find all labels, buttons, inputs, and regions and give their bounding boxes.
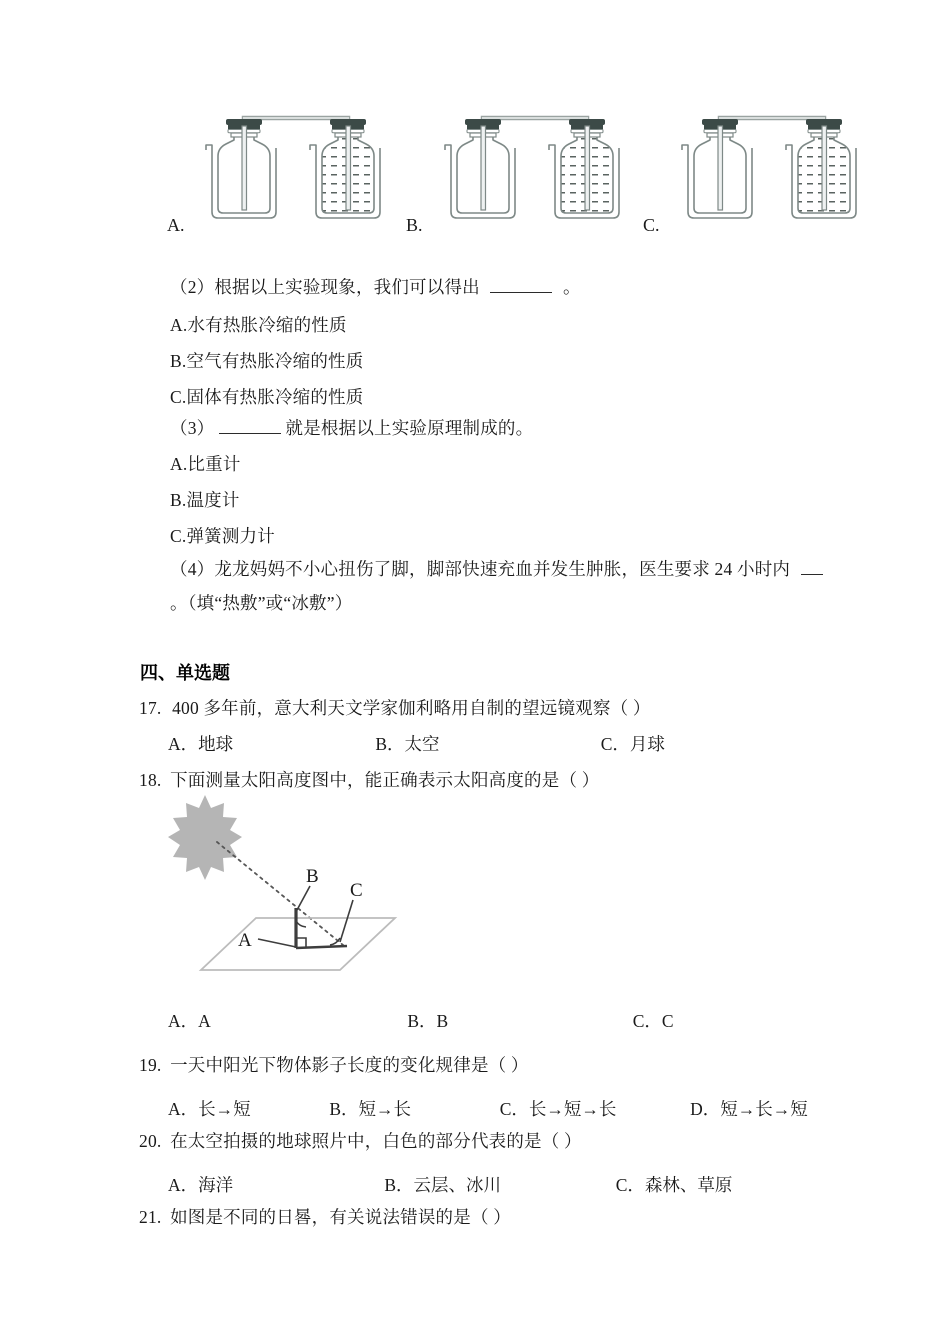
q20-options — [168, 1172, 732, 1197]
q21-stem — [139, 1209, 511, 1227]
diagram-label-a: A — [238, 930, 252, 951]
leader-line-b — [297, 886, 310, 910]
q18-stem — [139, 772, 599, 790]
q17-option-a[interactable]: A．地球 — [168, 734, 234, 754]
q16-part2-prompt — [170, 277, 581, 297]
apparatus-label-b: B. — [406, 215, 423, 235]
diagram-label-c: C — [350, 880, 363, 901]
q17-stem — [139, 700, 651, 718]
q16-part4-blank[interactable] — [801, 559, 823, 575]
q18-option-a[interactable]: A．A — [168, 1011, 211, 1031]
q16-part2-blank[interactable] — [490, 277, 552, 293]
q16-part2-period: 。 — [563, 277, 581, 297]
q16-part3-prompt — [170, 418, 533, 438]
q16-part3-option-a: A.比重计 — [170, 454, 241, 474]
q20-option-c[interactable]: C．森林、草原 — [615, 1175, 733, 1195]
q18-number: 18. — [139, 770, 162, 790]
q16-part2-prompt-text: （2）根据以上实验现象，我们可以得出 — [170, 277, 480, 297]
q17-option-c[interactable]: C．月球 — [600, 734, 665, 754]
apparatus-option-c — [682, 118, 856, 218]
q16-part3-blank[interactable] — [219, 418, 281, 434]
q17-number: 17. — [139, 698, 162, 718]
ground-plane-parallelogram — [201, 918, 395, 970]
apparatus-option-a — [206, 118, 380, 218]
q16-part3-option-c: C.弹簧测力计 — [170, 526, 275, 546]
q19-number: 19. — [139, 1055, 162, 1075]
q21-number: 21. — [139, 1207, 162, 1227]
apparatus-label-a: A. — [167, 215, 185, 235]
leader-line-c — [340, 900, 353, 942]
q18-option-b[interactable]: B．B — [407, 1011, 449, 1031]
shadow-line — [296, 946, 347, 948]
sun-starburst — [168, 795, 242, 880]
q19-options — [168, 1096, 808, 1121]
q21-stem-text: 如图是不同的日晷，有关说法错误的是（ ） — [170, 1207, 511, 1227]
q18-option-c[interactable]: C．C — [632, 1011, 674, 1031]
q20-option-a[interactable]: A．海洋 — [168, 1175, 234, 1195]
q19-option-b[interactable]: B．短→长 — [329, 1099, 412, 1119]
q16-part2-option-c: C.固体有热胀冷缩的性质 — [170, 387, 364, 407]
q17-stem-text: 400 多年前，意大利天文学家伽利略用自制的望远镜观察（ ） — [172, 698, 651, 718]
q17-options — [168, 731, 665, 756]
thermal-expansion-apparatus-figure — [0, 0, 950, 250]
q19-option-c[interactable]: C．长→短→长 — [499, 1099, 617, 1119]
q16-part4-line1 — [170, 559, 823, 579]
apparatus-option-b — [445, 118, 619, 218]
apparatus-label-c: C. — [643, 215, 660, 235]
q16-part4-line2: 。（填“热敷”或“冰敷”） — [170, 593, 353, 613]
q19-stem-text: 一天中阳光下物体影子长度的变化规律是（ ） — [170, 1055, 529, 1075]
q20-stem — [139, 1133, 582, 1151]
q18-options — [168, 1008, 674, 1033]
q19-stem — [139, 1057, 529, 1075]
dashed-sun-ray — [217, 842, 343, 945]
sun-altitude-diagram — [160, 790, 430, 995]
leader-line-a — [258, 939, 296, 947]
diagram-label-b: B — [306, 866, 319, 887]
q16-part3-option-b: B.温度计 — [170, 490, 240, 510]
q17-option-b[interactable]: B．太空 — [375, 734, 440, 754]
section-heading-four: 四、单选题 — [140, 663, 230, 683]
q19-option-d[interactable]: D．短→长→短 — [690, 1099, 808, 1119]
q16-part2-option-a: A.水有热胀冷缩的性质 — [170, 315, 347, 335]
q18-stem-text: 下面测量太阳高度图中，能正确表示太阳高度的是（ ） — [170, 770, 600, 790]
q20-stem-text: 在太空拍摄的地球照片中，白色的部分代表的是（ ） — [170, 1131, 582, 1151]
q16-part3-prefix: （3） — [170, 418, 215, 438]
q19-option-a[interactable]: A．长→短 — [168, 1099, 251, 1119]
q20-number: 20. — [139, 1131, 162, 1151]
q20-option-b[interactable]: B．云层、冰川 — [384, 1175, 502, 1195]
q16-part3-text: 就是根据以上实验原理制成的。 — [285, 418, 534, 438]
q16-part4-text: （4）龙龙妈妈不小心扭伤了脚，脚部快速充血并发生肿胀，医生要求 24 小时内 — [170, 559, 791, 579]
q16-part2-option-b: B.空气有热胀冷缩的性质 — [170, 351, 364, 371]
